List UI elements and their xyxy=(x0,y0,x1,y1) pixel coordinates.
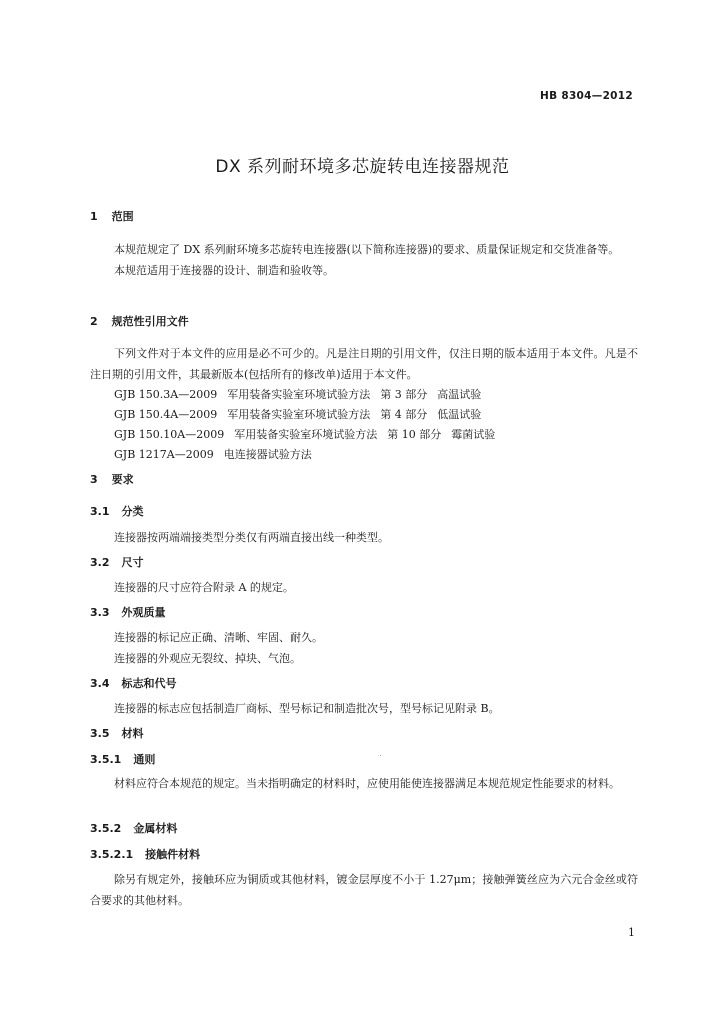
section-heading xyxy=(90,848,638,862)
paragraph: 除另有规定外，接触环应为铜质或其他材料，镀金层厚度不小于 1.27μm；接触弹簧丝应为六元合金丝或符合要求的其他材料。 xyxy=(90,873,638,907)
section-title: 范围 xyxy=(111,210,134,223)
section-heading xyxy=(90,727,638,741)
section-2 xyxy=(90,315,638,329)
section-1 xyxy=(90,210,638,224)
section-title: 材料 xyxy=(121,727,144,740)
section-number: 3.5.2 xyxy=(90,822,122,835)
reference-subject: 低温试验 xyxy=(437,408,482,421)
section-3-2-body xyxy=(90,577,638,598)
section-3-3-body xyxy=(90,627,638,669)
section-title: 接触件材料 xyxy=(145,848,201,861)
section-number: 3.5.1 xyxy=(90,753,122,766)
section-2-body xyxy=(90,343,638,465)
standard-code: HB 8304—2012 xyxy=(540,90,633,102)
section-title: 金属材料 xyxy=(133,822,178,835)
section-heading xyxy=(90,473,638,487)
reference-part: 第 4 部分 xyxy=(380,408,428,421)
reference-name: 军用装备实验室环境试验方法 xyxy=(227,408,371,421)
reference-item xyxy=(90,445,638,465)
section-heading xyxy=(90,210,638,224)
section-heading xyxy=(90,822,638,836)
paragraph: 连接器的标记应正确、清晰、牢固、耐久。 xyxy=(114,631,323,644)
section-title: 分类 xyxy=(121,505,144,518)
reference-name: 电连接器试验方法 xyxy=(223,448,312,461)
section-3-3 xyxy=(90,606,638,620)
section-title: 外观质量 xyxy=(121,606,166,619)
section-number: 3.2 xyxy=(90,556,110,569)
section-number: 3.5.2.1 xyxy=(90,848,134,861)
reference-item xyxy=(90,425,638,445)
section-heading xyxy=(90,505,638,519)
section-3-4-body xyxy=(90,698,638,719)
paragraph: 连接器的外观应无裂纹、掉块、气泡。 xyxy=(114,652,301,665)
paragraph: 连接器的标志应包括制造厂商标、型号标记和制造批次号，型号标记见附录 B。 xyxy=(114,702,500,715)
reference-name: 军用装备实验室环境试验方法 xyxy=(227,388,371,401)
paragraph: 下列文件对于本文件的应用是必不可少的。凡是注日期的引用文件，仅注日期的版本适用于本文件。凡是不注日期的引用文件，其最新版本(包括所有的修改单)适用于本文件。 xyxy=(90,347,638,381)
section-heading xyxy=(90,556,638,570)
section-3-4 xyxy=(90,677,638,691)
section-3 xyxy=(90,473,638,487)
reference-subject: 霉菌试验 xyxy=(451,428,496,441)
section-number: 3.1 xyxy=(90,505,110,518)
section-3-1 xyxy=(90,505,638,519)
section-number: 3.4 xyxy=(90,677,110,690)
section-title: 要求 xyxy=(111,473,134,486)
reference-code: GJB 150.3A—2009 xyxy=(114,388,218,401)
section-3-5-1 xyxy=(90,753,638,767)
section-title: 通则 xyxy=(133,753,156,766)
section-3-2 xyxy=(90,556,638,570)
paragraph: 本规范规定了 DX 系列耐环境多芯旋转电连接器(以下简称连接器)的要求、质量保证规定和交货准备等。 xyxy=(114,243,620,256)
reference-part: 第 10 部分 xyxy=(387,428,442,441)
section-heading xyxy=(90,315,638,329)
paragraph: 连接器的尺寸应符合附录 A 的规定。 xyxy=(114,581,294,594)
section-number: 3.5 xyxy=(90,727,110,740)
paragraph: 本规范适用于连接器的设计、制造和验收等。 xyxy=(114,264,334,277)
section-heading xyxy=(90,606,638,620)
reference-code: GJB 150.10A—2009 xyxy=(114,428,225,441)
reference-subject: 高温试验 xyxy=(437,388,482,401)
section-3-5-2-1 xyxy=(90,848,638,862)
reference-part: 第 3 部分 xyxy=(380,388,428,401)
section-title: 规范性引用文件 xyxy=(111,315,189,328)
section-3-1-body xyxy=(90,527,638,548)
reference-item xyxy=(90,405,638,425)
section-title: 标志和代号 xyxy=(121,677,177,690)
section-3-5 xyxy=(90,727,638,741)
reference-name: 军用装备实验室环境试验方法 xyxy=(234,428,378,441)
reference-item xyxy=(90,385,638,405)
section-heading xyxy=(90,677,638,691)
section-number: 2 xyxy=(90,315,98,328)
section-3-5-1-body xyxy=(90,773,638,794)
document-title: DX 系列耐环境多芯旋转电连接器规范 xyxy=(215,157,510,177)
section-number: 3 xyxy=(90,473,98,486)
section-number: 1 xyxy=(90,210,98,223)
reference-code: GJB 150.4A—2009 xyxy=(114,408,218,421)
paragraph: 连接器按两端端接类型分类仅有两端直接出线一种类型。 xyxy=(114,531,389,544)
section-heading xyxy=(90,753,638,767)
section-3-5-2 xyxy=(90,822,638,836)
page-number: 1 xyxy=(628,926,635,939)
section-1-body xyxy=(90,239,638,281)
section-number: 3.3 xyxy=(90,606,110,619)
reference-code: GJB 1217A—2009 xyxy=(114,448,214,461)
section-3-5-2-1-body xyxy=(90,869,638,911)
section-title: 尺寸 xyxy=(121,556,144,569)
paragraph: 材料应符合本规范的规定。当未指明确定的材料时，应使用能使连接器满足本规范规定性能要求的材料。 xyxy=(114,777,620,790)
